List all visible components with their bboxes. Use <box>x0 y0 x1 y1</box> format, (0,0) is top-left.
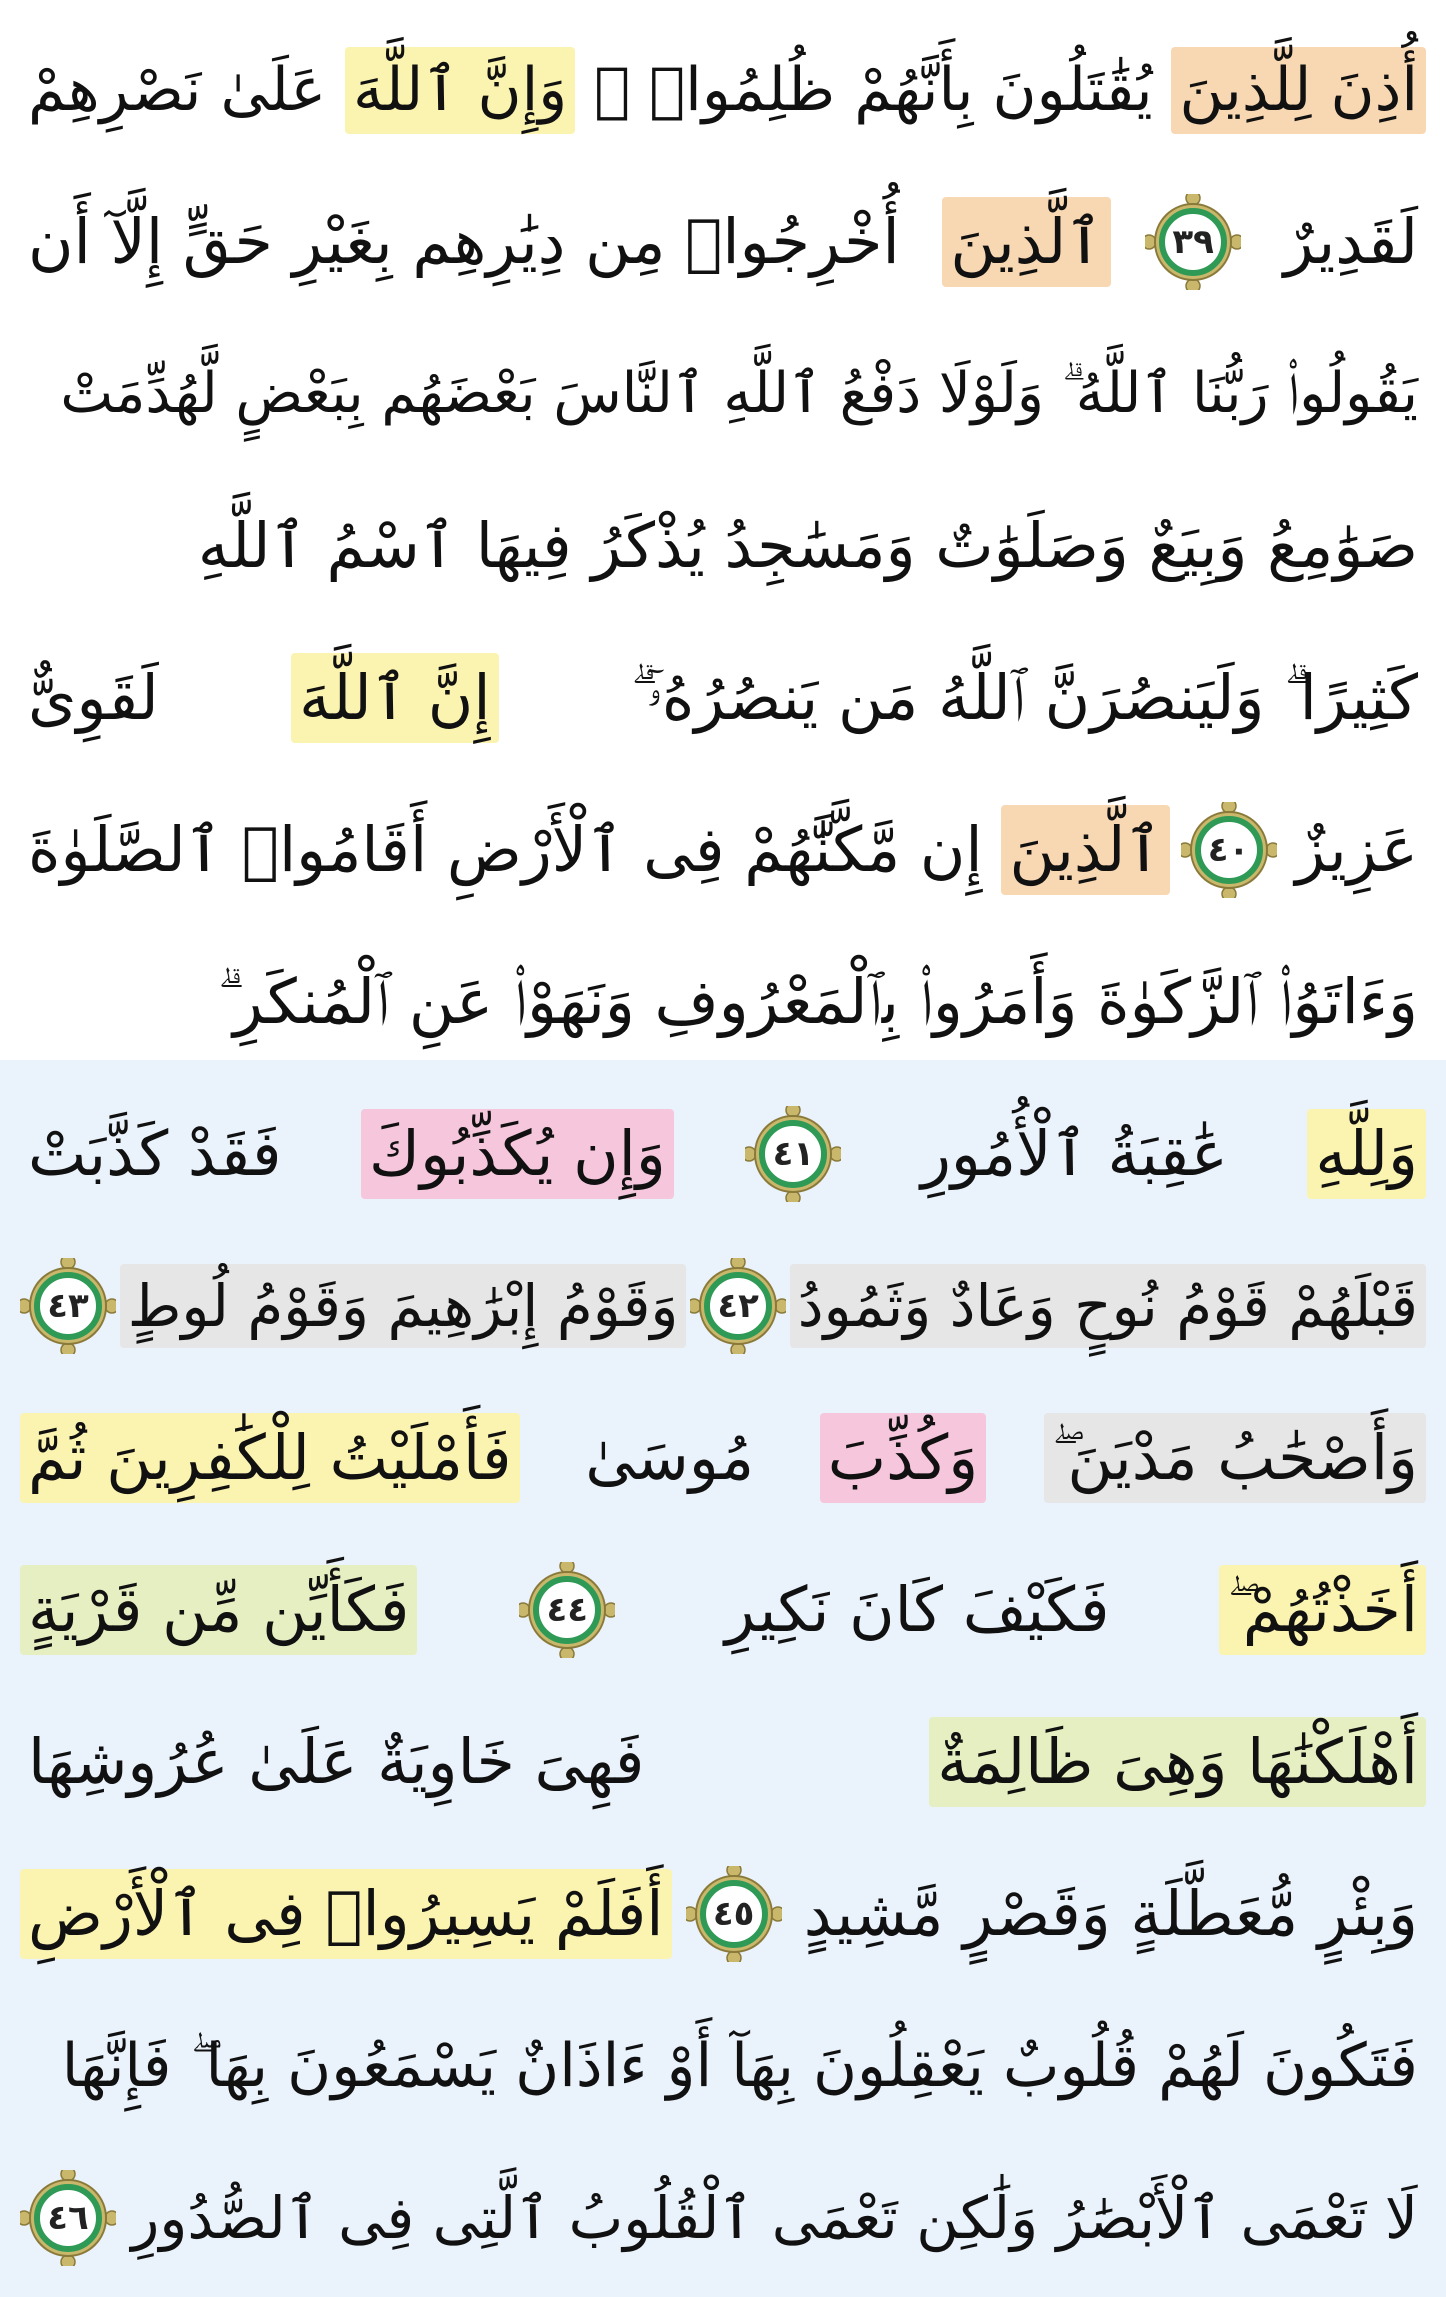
ayah-number: ٤٤ <box>546 1590 588 1630</box>
verse-line <box>20 2148 1426 2288</box>
verse-line <box>20 1388 1426 1528</box>
ayah-number: ٤٢ <box>717 1286 759 1326</box>
verse-text: صَوَٰمِعُ وَبِيَعٌ وَصَلَوَٰتٌ وَمَسَٰجِدُ يُذْكَرُ فِيهَا ٱسْمُ ٱللَّهِ <box>197 509 1418 583</box>
ayah-number: ٣٩ <box>1172 222 1214 262</box>
verse-line <box>20 1084 1426 1224</box>
ayah-number-marker <box>690 1258 786 1354</box>
verse-text: مُوسَىٰ <box>585 1421 755 1495</box>
verse-text: عَٰقِبَةُ ٱلْأُمُورِ <box>920 1117 1228 1191</box>
verse-line <box>20 476 1426 616</box>
verse-line <box>20 172 1426 312</box>
ayah-number-marker <box>20 1258 116 1354</box>
verse-text: لَقَوِىٌّ <box>28 661 159 735</box>
verse-text: عَلَىٰ نَصْرِهِمْ <box>28 54 327 125</box>
highlighted-phrase: أَخَذْتُهُمْ ۖ <box>1219 1565 1426 1655</box>
verse-line <box>20 1692 1426 1832</box>
highlighted-phrase: أَهْلَكْنَٰهَا وَهِىَ ظَالِمَةٌ <box>929 1717 1426 1807</box>
verse-text: عَزِيزٌ <box>1295 813 1418 887</box>
ayah-number-marker <box>686 1866 782 1962</box>
highlighted-phrase: وَلِلَّهِ <box>1307 1109 1426 1199</box>
verse-text: يُقَٰتَلُونَ بِأَنَّهُمْ ظُلِمُوا۟ ۚ <box>594 54 1153 125</box>
verse-line <box>20 324 1426 464</box>
verse-line <box>20 932 1426 1072</box>
highlighted-phrase: وَإِنَّ ٱللَّهَ <box>345 47 575 134</box>
verse-line <box>20 780 1426 920</box>
verse-line <box>20 1540 1426 1680</box>
highlighted-phrase: وَقَوْمُ إِبْرَٰهِيمَ وَقَوْمُ لُوطٍ <box>120 1264 687 1349</box>
verse-text: فَكَيْفَ كَانَ نَكِيرِ <box>724 1573 1110 1647</box>
verse-text: لَا تَعْمَى ٱلْأَبْصَٰرُ وَلَٰكِن تَعْمَى ٱلْقُلُوبُ ٱلَّتِى فِى ٱلصُّدُورِ <box>131 2183 1418 2252</box>
verse-line <box>20 20 1426 160</box>
ayah-number-marker <box>745 1106 841 1202</box>
ayah-number: ٤٠ <box>1207 830 1250 870</box>
verse-text: وَبِئْرٍ مُّعَطَّلَةٍ وَقَصْرٍ مَّشِيدٍ <box>803 1877 1418 1951</box>
ayah-number: ٤٣ <box>47 1286 89 1326</box>
ayah-number-marker <box>1145 194 1241 290</box>
highlighted-phrase: قَبْلَهُمْ قَوْمُ نُوحٍ وَعَادٌ وَثَمُودُ <box>790 1264 1426 1349</box>
verse-line <box>20 1844 1426 1984</box>
highlighted-phrase: ٱلَّذِينَ <box>1001 805 1169 895</box>
verse-line <box>20 1236 1426 1376</box>
highlighted-phrase: فَأَمْلَيْتُ لِلْكَٰفِرِينَ ثُمَّ <box>20 1413 519 1503</box>
highlighted-phrase: وَإِن يُكَذِّبُوكَ <box>361 1109 674 1199</box>
highlighted-phrase: فَكَأَيِّن مِّن قَرْيَةٍ <box>20 1565 417 1655</box>
verse-text: إِن مَّكَّنَّٰهُمْ فِى ٱلْأَرْضِ أَقَامُوا۟ ٱلصَّلَوٰةَ <box>28 813 983 887</box>
ayah-number: ٤٦ <box>47 2198 89 2238</box>
ayah-number-marker <box>1181 802 1277 898</box>
highlighted-phrase: وَكُذِّبَ <box>820 1413 986 1503</box>
highlighted-phrase: وَأَصْحَٰبُ مَدْيَنَ ۖ <box>1044 1413 1426 1503</box>
verse-text: وَءَاتَوُا۟ ٱلزَّكَوٰةَ وَأَمَرُوا۟ بِٱلْمَعْرُوفِ وَنَهَوْا۟ عَنِ ٱلْمُنكَرِ ۗ <box>217 965 1418 1039</box>
highlighted-phrase: أُذِنَ لِلَّذِينَ <box>1171 47 1426 134</box>
verse-text: يَقُولُوا۟ رَبُّنَا ٱللَّهُ ۗ وَلَوْلَا دَفْعُ ٱللَّهِ ٱلنَّاسَ بَعْضَهُم بِبَعْضٍ لَّهُدِّمَتْ <box>60 361 1418 426</box>
ayah-number-marker <box>20 2170 116 2266</box>
verse-text: أُخْرِجُوا۟ مِن دِيَٰرِهِم بِغَيْرِ حَقٍّ إِلَّآ أَن <box>28 205 900 279</box>
verse-text: فَقَدْ كَذَّبَتْ <box>28 1117 282 1191</box>
verse-text: لَقَدِيرٌ <box>1283 205 1418 279</box>
verse-line <box>20 1996 1426 2136</box>
highlighted-phrase: ٱلَّذِينَ <box>942 197 1110 287</box>
ayah-number: ٤١ <box>772 1134 815 1174</box>
ayah-number: ٤٥ <box>712 1894 755 1934</box>
verse-text: فَهِىَ خَاوِيَةٌ عَلَىٰ عُرُوشِهَا <box>28 1725 645 1799</box>
verse-text: فَتَكُونَ لَهُمْ قُلُوبٌ يَعْقِلُونَ بِهَآ أَوْ ءَاذَانٌ يَسْمَعُونَ بِهَا ۖ فَإِنَّهَا <box>61 2030 1418 2101</box>
highlighted-phrase: أَفَلَمْ يَسِيرُوا۟ فِى ٱلْأَرْضِ <box>20 1869 672 1959</box>
highlighted-phrase: إِنَّ ٱللَّهَ <box>291 653 498 743</box>
verse-text: كَثِيرًا ۗ وَلَيَنصُرَنَّ ٱللَّهُ مَن يَنصُرُهُۥٓ ۗ <box>630 661 1418 735</box>
verse-line <box>20 628 1426 768</box>
ayah-number-marker <box>519 1562 615 1658</box>
